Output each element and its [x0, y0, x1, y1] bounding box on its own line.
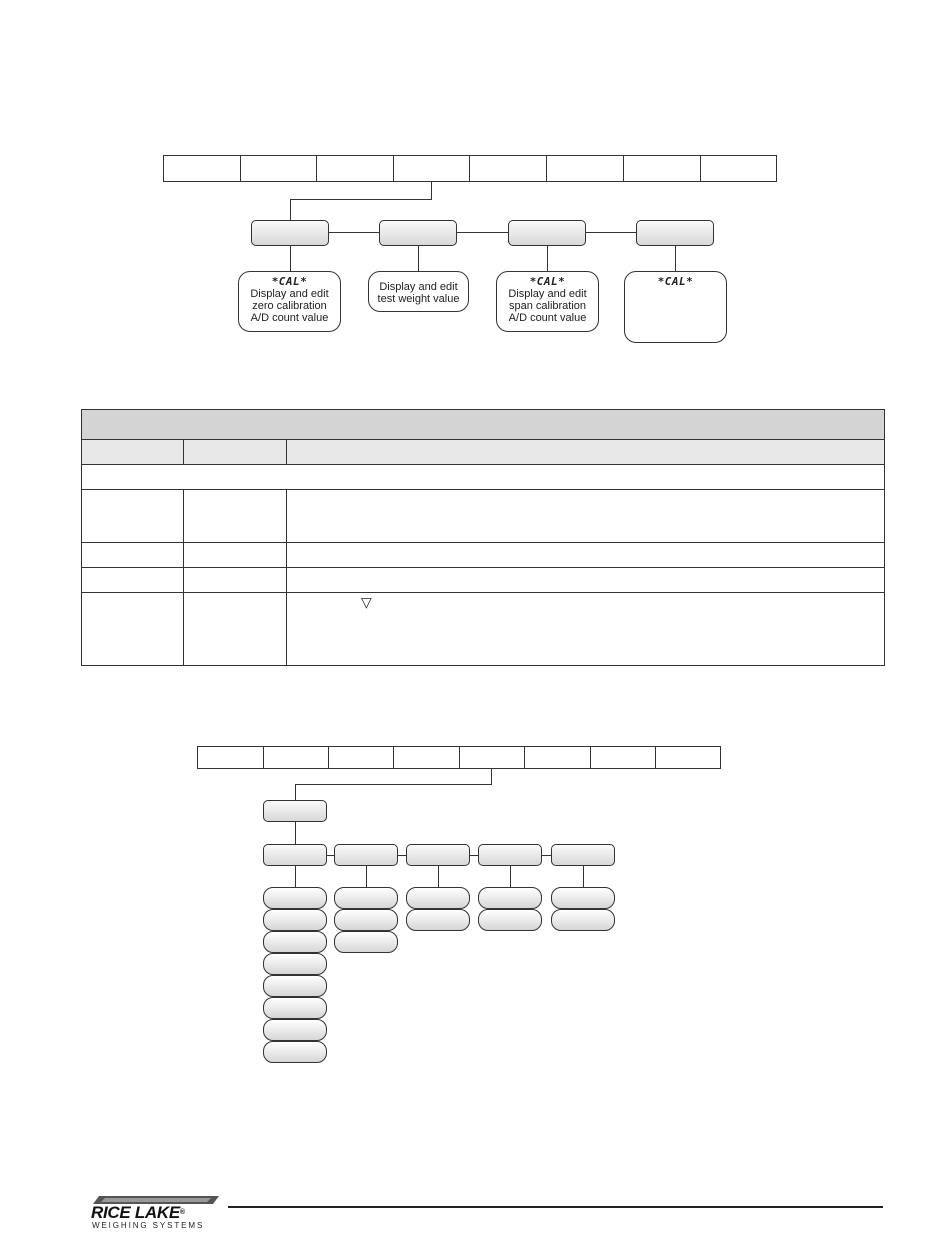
connector	[366, 866, 367, 888]
table-row	[82, 568, 885, 593]
connector	[290, 199, 291, 220]
param-key-4	[478, 844, 542, 866]
table-cell	[82, 593, 184, 666]
option-oval	[406, 887, 470, 909]
connector	[491, 769, 492, 785]
table-header-cell	[184, 440, 287, 465]
option-oval	[263, 909, 327, 931]
bubble-line: zero calibration	[252, 300, 327, 312]
bubble-line: Display and edit	[379, 281, 458, 293]
option-oval	[334, 887, 398, 909]
zero-calibration-bubble	[238, 271, 341, 332]
option-oval	[263, 887, 327, 909]
table-cell	[184, 568, 287, 593]
table-cell	[184, 543, 287, 568]
connector	[542, 855, 551, 856]
menu-cell-8	[655, 746, 721, 769]
bubble-line: A/D count value	[250, 312, 329, 324]
connector	[431, 182, 432, 200]
table-title-row	[82, 410, 885, 440]
menu-cell-5	[469, 155, 547, 182]
menu-cell-1	[163, 155, 241, 182]
bubble-line: test weight value	[377, 293, 460, 305]
connector	[295, 784, 492, 785]
connector	[675, 245, 676, 271]
param-key-3	[508, 220, 586, 246]
menu-cell-7	[590, 746, 656, 769]
connector	[510, 866, 511, 888]
menu-cell-6	[546, 155, 624, 182]
menu-cell-4	[393, 155, 470, 182]
table-cell	[184, 490, 287, 543]
table-row	[82, 490, 885, 543]
test-weight-bubble	[368, 271, 469, 312]
connector	[290, 245, 291, 271]
connector	[327, 855, 334, 856]
table-row	[82, 593, 885, 666]
option-oval	[263, 953, 327, 975]
cal-glyph: *CAL*	[657, 275, 694, 288]
option-oval	[263, 1041, 327, 1063]
table-cell	[287, 490, 885, 543]
logo-name	[91, 1204, 185, 1221]
connector	[456, 232, 509, 233]
table-header-row	[82, 440, 885, 465]
menu-cell-3	[316, 155, 394, 182]
table-cell	[82, 490, 184, 543]
menu-cell-7	[623, 155, 701, 182]
table-header-cell	[287, 440, 885, 465]
option-oval	[263, 975, 327, 997]
option-oval	[478, 887, 542, 909]
connector	[470, 855, 478, 856]
down-arrow-icon: ▽	[361, 595, 372, 611]
param-key-4	[636, 220, 714, 246]
span-calibration-bubble	[496, 271, 599, 332]
menu-cell-1	[197, 746, 264, 769]
logo-name-text: RICE LAKE	[91, 1203, 180, 1222]
submenu-key	[263, 800, 327, 822]
param-key-2	[334, 844, 398, 866]
param-key-3	[406, 844, 470, 866]
option-oval	[263, 1019, 327, 1041]
table-cell	[184, 593, 287, 666]
footer-rule	[228, 1206, 883, 1208]
param-key-1	[263, 844, 327, 866]
connector	[398, 855, 406, 856]
option-oval	[334, 909, 398, 931]
bubble-line: Display and edit	[250, 288, 329, 300]
table-section-cell	[82, 465, 885, 490]
cal-glyph: *CAL*	[271, 275, 308, 288]
table-cell	[287, 543, 885, 568]
company-logo	[91, 1195, 226, 1231]
connector	[438, 866, 439, 888]
registered-mark: ®	[179, 1209, 185, 1216]
parameter-table	[81, 409, 885, 666]
bubble-line: Display and edit	[508, 288, 587, 300]
table-cell	[287, 568, 885, 593]
connector	[585, 232, 637, 233]
option-oval	[263, 931, 327, 953]
table-title-cell	[82, 410, 885, 440]
bubble-line: A/D count value	[508, 312, 587, 324]
connector	[583, 866, 584, 888]
param-key-5	[551, 844, 615, 866]
table-row	[82, 465, 885, 490]
menu-cell-8	[700, 155, 777, 182]
menu-cell-3	[328, 746, 394, 769]
connector	[295, 866, 296, 888]
connector	[418, 245, 419, 271]
table-row	[82, 543, 885, 568]
option-oval	[334, 931, 398, 953]
menu-cell-4	[393, 746, 460, 769]
option-oval	[263, 997, 327, 1019]
bubble-line: span calibration	[508, 300, 587, 312]
menu-cell-2	[263, 746, 329, 769]
table-header-cell	[82, 440, 184, 465]
table-cell	[287, 593, 885, 666]
option-oval	[551, 909, 615, 931]
option-oval	[478, 909, 542, 931]
menu-cell-2	[240, 155, 317, 182]
connector	[547, 245, 548, 271]
logo-tagline: WEIGHING SYSTEMS	[92, 1221, 205, 1230]
menu-cell-6	[524, 746, 591, 769]
param-key-2	[379, 220, 457, 246]
menu-cell-5	[459, 746, 525, 769]
table-cell	[82, 543, 184, 568]
connector	[328, 232, 380, 233]
param-key-1	[251, 220, 329, 246]
option-oval	[551, 887, 615, 909]
table-cell	[82, 568, 184, 593]
cal-bubble	[624, 271, 727, 343]
option-oval	[406, 909, 470, 931]
connector	[295, 822, 296, 845]
connector	[295, 784, 296, 801]
connector	[290, 199, 432, 200]
cal-glyph: *CAL*	[529, 275, 566, 288]
